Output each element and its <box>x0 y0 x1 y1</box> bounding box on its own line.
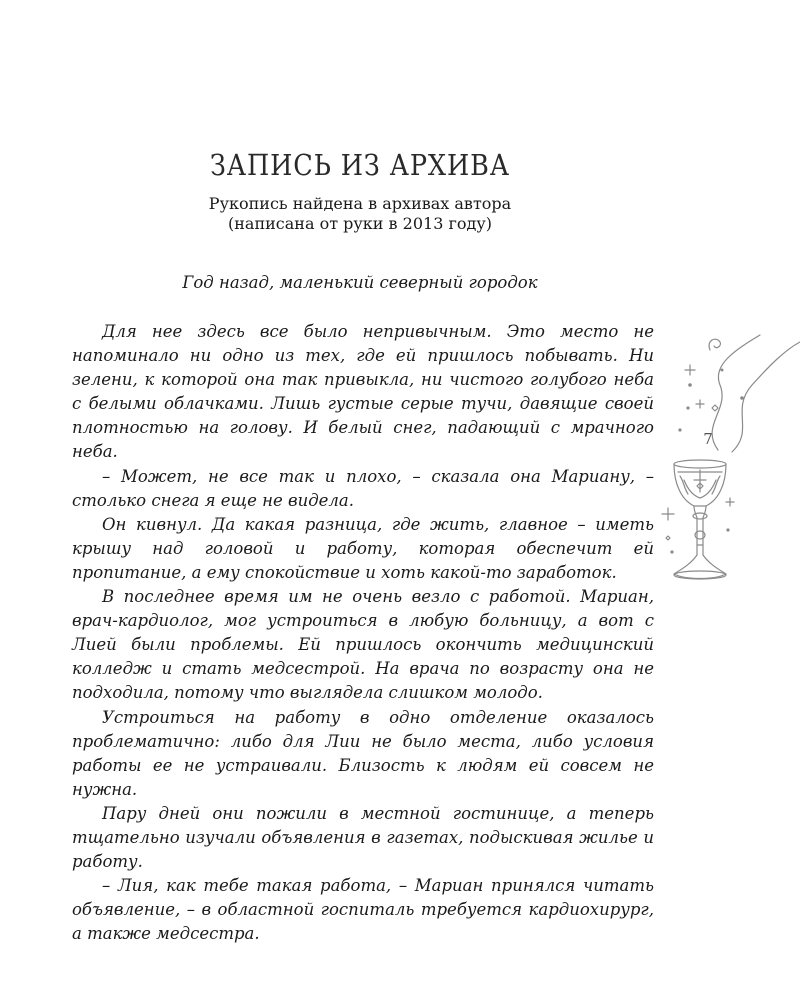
page-number: 7 <box>703 430 713 448</box>
paragraph: – Может, не все так и плохо, – сказала она Мариану, – столько снега я еще не видела. <box>72 466 654 510</box>
paragraph: В последнее время им не очень везло с работой. Мариан, врач-кардиолог, мог устроиться в любую больницу, а вот с Лией были проблемы. Ей пришлось окончить медицинский колледж и стать медсестрой. На врача по возрасту она не подходила, потому что выглядела слишком молодо. <box>72 587 654 703</box>
goblet-icon <box>660 330 800 600</box>
paragraph: – Лия, как тебе такая работа, – Мариан принялся читать объявление, – в областной госпиталь требуется кардиохирург, а также медсестра. <box>72 876 654 944</box>
chapter-title: ЗАПИСЬ ИЗ АРХИВА <box>210 148 510 182</box>
chapter-subtitle-line-1: Рукопись найдена в архивах автора <box>208 194 512 213</box>
section-heading: Год назад, маленький северный городок <box>182 273 538 292</box>
paragraph: Для нее здесь все было непривычным. Это место не напоминало ни одно из тех, где ей пришлось побывать. Ни зелени, к которой она так привыкла, ни чистого голубого неба с белыми облачками. Лишь густые серые тучи, давящие своей плотностью на голову. И белый снег, падающий с мрачного неба. <box>72 322 654 462</box>
chapter-subtitle-line-2: (написана от руки в 2013 году) <box>228 214 492 233</box>
paragraph: Он кивнул. Да какая разница, где жить, главное – иметь крышу над головой и работу, которая обеспечит ей пропитание, а ему спокойствие и хоть какой-то заработок. <box>72 514 654 582</box>
paragraph: Пару дней они пожили в местной гостинице, а теперь тщательно изучали объявления в газетах, подыскивая жилье и работу. <box>72 803 654 872</box>
body-text <box>72 320 654 946</box>
paragraph: Устроиться на работу в одно отделение оказалось проблематично: либо для Лии не было места, либо условия работы ее не устраивали. Близость к людям ей совсем не нужна. <box>72 707 654 799</box>
